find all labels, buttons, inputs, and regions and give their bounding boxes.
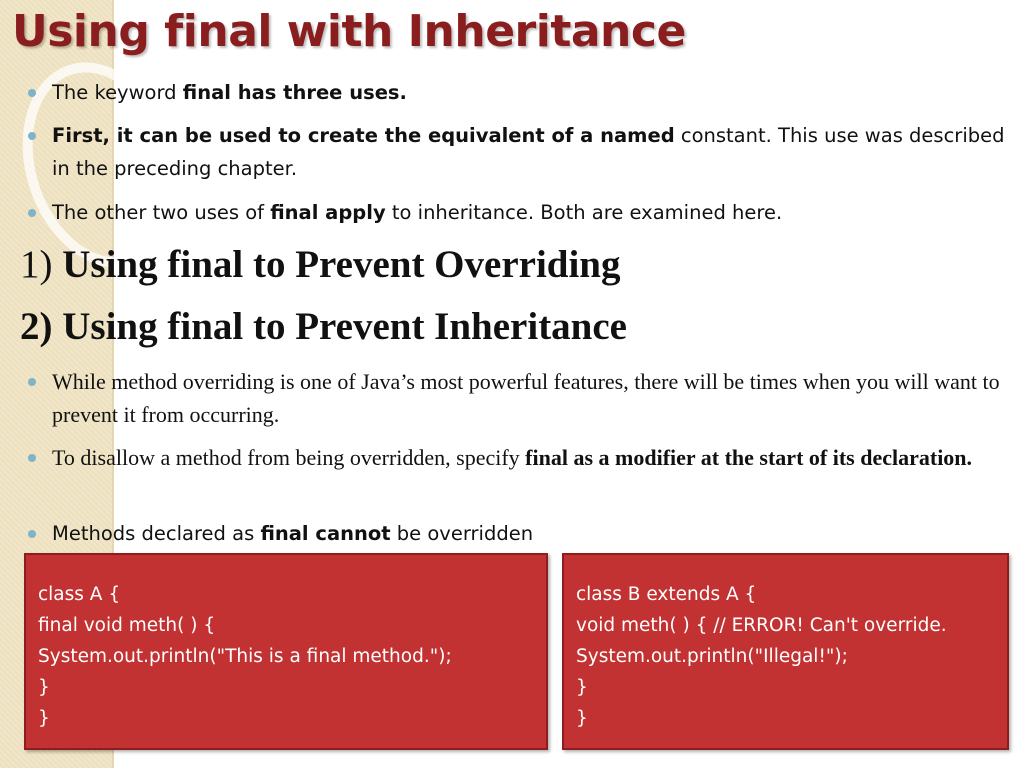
heading-number: 2) bbox=[20, 305, 53, 348]
bullet-dot-icon bbox=[28, 209, 36, 217]
bullet-text-part: The other two uses of bbox=[52, 201, 271, 224]
code-box-class-a bbox=[24, 553, 548, 750]
bullet-disallow-override bbox=[28, 441, 1008, 474]
bullet-text-part: Methods declared as bbox=[52, 522, 261, 545]
heading-text: Using final to Prevent Overriding bbox=[62, 243, 621, 286]
code-line: class A { bbox=[38, 584, 121, 605]
bullet-dot-icon bbox=[28, 89, 36, 97]
slide-title: Using final with Inheritance bbox=[12, 6, 686, 57]
heading-prevent-overriding bbox=[20, 241, 621, 289]
bullet-final-cannot-override bbox=[28, 517, 1008, 550]
code-line: } bbox=[576, 677, 588, 698]
bullet-text: While method overriding is one of Java’s most powerful features, there will be times when you will want to prevent it from occurring. bbox=[52, 369, 1000, 427]
heading-prevent-inheritance bbox=[20, 303, 627, 351]
bullet-dot-icon bbox=[28, 530, 36, 538]
code-line: void meth( ) { // ERROR! Can't override. bbox=[576, 615, 947, 636]
code-line: } bbox=[38, 708, 50, 729]
bullet-text-bold: First, it can be used to create the equivalent of a named bbox=[52, 124, 675, 147]
bullet-keyword-final bbox=[28, 76, 1008, 109]
code-line: } bbox=[38, 677, 50, 698]
bullet-text-bold: final as a modifier at the start of its declaration. bbox=[525, 445, 973, 470]
bullet-text-bold: final cannot bbox=[260, 522, 391, 545]
bullet-dot-icon bbox=[28, 132, 36, 140]
heading-text: Using final to Prevent Inheritance bbox=[62, 305, 627, 348]
bullet-text-bold: final has three uses. bbox=[182, 81, 407, 104]
bullet-overriding-powerful bbox=[28, 365, 1008, 431]
bullet-other-uses bbox=[28, 196, 1008, 229]
bullet-text-part: be overridden bbox=[390, 522, 534, 545]
bullet-text bbox=[52, 196, 1008, 229]
bullet-text-part: The keyword bbox=[52, 81, 183, 104]
code-line: final void meth( ) { bbox=[38, 615, 216, 636]
bullet-dot-icon bbox=[28, 378, 36, 386]
bullet-text-part: constant. This use was described in the preceding chapter. bbox=[52, 124, 1005, 180]
heading-number: 1) bbox=[20, 243, 53, 286]
bullet-first-use bbox=[28, 119, 1008, 185]
code-line: } bbox=[576, 708, 588, 729]
bullet-text bbox=[52, 119, 1008, 185]
bullet-text bbox=[52, 517, 1008, 550]
code-line: System.out.println("Illegal!"); bbox=[576, 646, 848, 667]
bullet-text bbox=[52, 441, 1008, 474]
bullet-text-part: To disallow a method from being overridden, specify bbox=[52, 445, 526, 470]
bullet-text-bold: final apply bbox=[270, 201, 386, 224]
code-line: class B extends A { bbox=[576, 584, 757, 605]
bullet-text bbox=[52, 76, 1008, 109]
code-line: System.out.println("This is a final method."); bbox=[38, 646, 452, 667]
bullet-text-part: to inheritance. Both are examined here. bbox=[385, 201, 783, 224]
code-box-class-b bbox=[562, 553, 1009, 750]
bullet-dot-icon bbox=[28, 454, 36, 462]
